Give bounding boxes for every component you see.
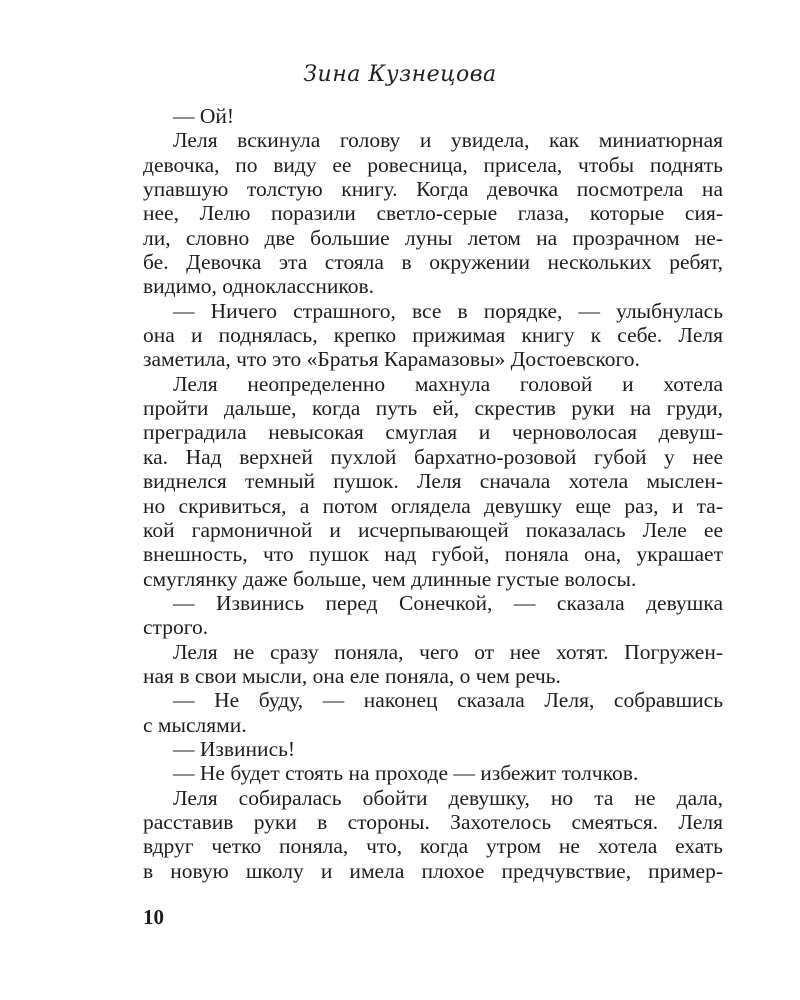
text-line: заметила, что это «Братья Карамазовы» Достоевского.: [143, 347, 640, 372]
text-line: кой гармоничной и исчерпывающей показалась Леле ее: [143, 517, 723, 542]
text-line: ка. Над верхней пухлой бархатно-розовой губой у нее: [143, 444, 723, 469]
text-line: — Не будет стоять на проходе — избежит толчков.: [173, 761, 639, 786]
text-line: девочка, по виду ее ровесница, присела, чтобы поднять: [143, 152, 723, 177]
text-line: Леля не сразу поняла, чего от нее хотят. Погружен-: [173, 639, 723, 664]
text-line: нее, Лелю поразили светло-серые глаза, которые сия-: [143, 201, 723, 226]
text-line: — Извинись!: [173, 736, 296, 761]
text-line: виднелся темный пушок. Леля сначала хотела мыслен-: [143, 469, 723, 494]
text-line: Леля вскинула голову и увидела, как миниатюрная: [173, 128, 723, 153]
text-line: — Ничего страшного, все в порядке, — улыбнулась: [173, 298, 723, 323]
text-line: — Не буду, — наконец сказала Леля, собравшись: [173, 688, 723, 713]
text-line: расставив руки в стороны. Захотелось смеяться. Леля: [143, 809, 723, 834]
body-text: [143, 104, 723, 883]
text-line: ная в свои мысли, она еле поняла, о чем речь.: [143, 663, 561, 688]
text-line: смуглянку даже больше, чем длинные густые волосы.: [143, 566, 637, 591]
text-line: упавшую толстую книгу. Когда девочка посмотрела на: [143, 177, 723, 202]
text-line: вдруг четко поняла, что, когда утром не хотела ехать: [143, 834, 723, 859]
text-line: с мыслями.: [143, 712, 247, 737]
text-line: бе. Девочка эта стояла в окружении нескольких ребят,: [143, 250, 723, 275]
text-line: преградила невысокая смуглая и черноволосая девуш-: [143, 420, 723, 445]
text-line: Леля неопределенно махнула головой и хотела: [173, 371, 723, 396]
text-line: внешность, что пушок над губой, поняла она, украшает: [143, 542, 723, 567]
page-number: 10: [143, 905, 164, 929]
running-head-author: Зина Кузнецова: [303, 62, 497, 87]
text-line: она и поднялась, крепко прижимая книгу к себе. Леля: [143, 323, 723, 348]
text-line: строго.: [143, 615, 209, 640]
text-line: но скривиться, а потом оглядела девушку еще раз, и та-: [143, 493, 723, 518]
text-line: видимо, одноклассников.: [143, 274, 374, 299]
text-line: — Извинись перед Сонечкой, — сказала девушка: [173, 590, 723, 615]
text-line: — Ой!: [173, 104, 235, 128]
text-line: ли, словно две большие луны летом на прозрачном не-: [143, 225, 723, 250]
text-line: пройти дальше, когда путь ей, скрестив руки на груди,: [143, 396, 723, 421]
text-line: Леля собиралась обойти девушку, но та не дала,: [173, 785, 723, 810]
text-line: в новую школу и имела плохое предчувствие, пример-: [143, 858, 723, 883]
